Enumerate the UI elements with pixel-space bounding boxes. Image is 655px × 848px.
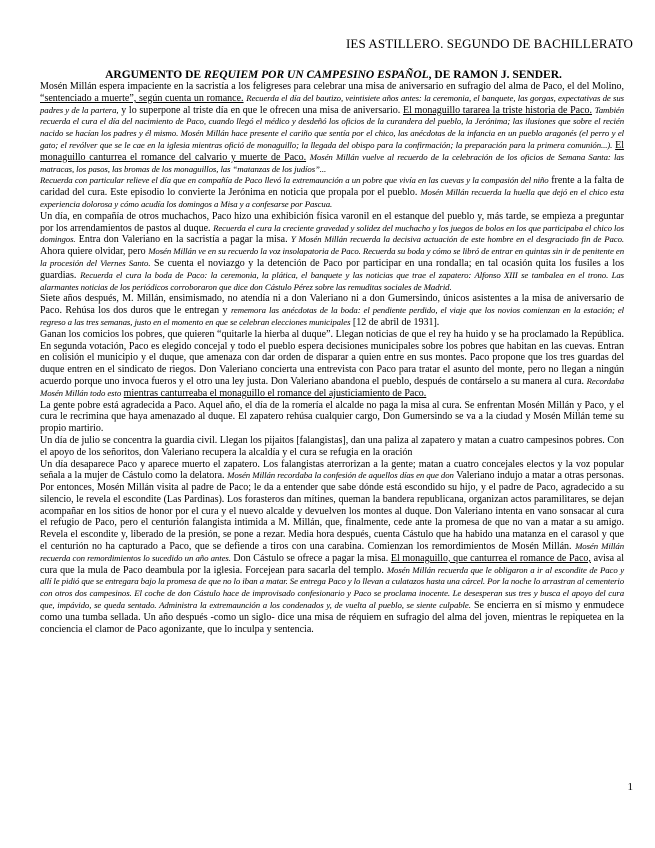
body-text: Ganan los comicios los pobres, que quieren “quitarle la hierba al duque”. Llegan noticias de que el rey ha huido y se ha proclamado la República. En segunda votación, Paco es elegido concejal y todo el pueblo espera decisiones municipales sobre los pobres que habitan en las cuevas. Entran en colisión el municipio y el duque, que amenaza con dar orden de disparar a quien entre en sus montes. Paco propone que los tres guardas del duque entren en el sindicato de riegos. Don Valeriano concierta una entrevista con Paco para tratar el asunto del monte, pero no llegan a ningún acuerdo porque uno invoca fueros y el otro una ley justa. Don Valeriano abandona el pueblo, después de contárselo a su manera al cura. <box>40 328 624 387</box>
italic-summary-text: Mosén Millán recordaba la confesión de aquellos días en que don <box>227 470 454 481</box>
title-suffix: , DE RAMON J. SENDER. <box>428 69 562 81</box>
body-text: [12 de abril de 1931]. <box>350 316 440 328</box>
body-text: Valeriano indujo a matar a otras personas. Por entonces, Mosén Millán visita al padre de Paco; le da a entender que sabe dónde está escondido su hijo, y el padre de Paco, agradecido a su silencio, le revela el escondite (Las Pardinas). Los forasteros dan mítines, queman la bandera republicana, organizan actos paramilitares, se dejan acompañar en los sitios de honor por el cura y el nuevo alcalde y devuelven los montes al duque. Don Valeriano intenta en vano sonsacar al cura el refugio de Paco, pero el centurión falangista intimida a M. Millán, que, finalmente, cede ante la promesa de que no van a matar a su amigo. Revela el escondite y, liberado de la presión, se pone a rezar. Media hora después, cuenta Cástulo que ha habido una matanza en el carasol y que el centurión no ha capturado a Paco, que se defiende a tiros con una carabina. Comienzan los remordimientos de Mosén Millán. <box>40 470 624 553</box>
page-number: 1 <box>627 781 633 793</box>
italic-summary-text: Recuerda el cura la creciente gravedad y solidez del muchacho y los juegos de bolos en los que participaba el chico los domingos. <box>40 222 625 245</box>
body-text: avisa al cura que la mula de Paco deambula por la iglesia. Forcejean para sacarla del templo. <box>40 552 624 576</box>
italic-summary-text: Recordaba Mosén Millán todo esto <box>40 375 624 398</box>
italic-summary-text: También recuerda el cura el día del nacimiento de Paco, cuando llegó el médico y desdeñó los oficios de la curandera del pueblo, la Jerónima; las ilusiones que sobre el recién nacido se hacían los padres y él mismo. Mosén Millán hace presente el cariño que sentía por el chico, las anécdotas de la infancia en un pueblo aragonés (el perro y el gato; el revólver que se le cae en la iglesia mientras ofició de monaguillo; la llegada del obispo para la confirmación; la preparación para la primera comunión...). <box>40 104 625 150</box>
page-header: IES ASTILLERO. SEGUNDO DE BACHILLERATO <box>345 36 633 51</box>
body-text: Siete años después, M. Millán, ensimismado, no atendía ni a don Valeriano ni a don Gumersindo, únicos asistentes a la misa de aniversario de Paco. Rehúsa los dos duros que le entregan y <box>40 293 624 317</box>
underlined-romance-text: “sentenciado a muerte”, según cuenta un romance. <box>40 92 244 104</box>
italic-summary-text: Mosén Millán recuerda la huella que dejó en el chico esta experiencia dolorosa y cómo acudía los domingos a Misa y a confesarse por Pascua. <box>40 187 624 209</box>
paragraph-p7 <box>40 435 624 459</box>
italic-summary-text: Mosén Millán vuelve al recuerdo de la celebración de los oficios de Semana Santa: las matracas, los pasos, las bromas de los monaguillos, las “matanzas de los judíos”... <box>40 151 625 174</box>
paragraph-p8 <box>40 459 624 636</box>
italic-summary-text: Mosén Millán recuerda con remordimientos lo sucedido un año antes. <box>40 541 624 563</box>
document-title <box>40 69 627 81</box>
italic-summary-text: Mosén Millán recuerda que le obligaron a ir al escondite de Paco y allí le pidió que se entregara bajo la promesa de que no lo iban a matar. Se entrega Paco y lo llevan a culatazos hasta una cárcel. Por la noche lo arrastran al cementerio con otros dos campesinos. El coche de don Cástulo hace de improvisado confesionario y Paco se proclama inocente. Le desesperan sus tres y busca el apoyo del cura que, impávido, se queda sentado. Administra la extremaunción a los condenados y, de vuelta al pueblo, se siente culpable. <box>40 564 624 611</box>
italic-summary-text: rememora las anécdotas de la boda: el pendiente perdido, el viaje que los novios comienzan en la estación; el regreso a las tres semanas, justo en el momento en que se celebran elecciones municipales <box>40 305 624 327</box>
body-text: Don Cástulo se ofrece a pagar la misa. <box>230 552 391 564</box>
body-text: Se cuenta el noviazgo y la detención de Paco por participar en una rondalla; en tal ocasión quita los fusiles a los guardias. <box>40 257 624 281</box>
title-prefix: ARGUMENTO DE <box>105 69 204 81</box>
body-text: Se encierra en sí mismo y enmudece como una tumba sellada. Un año después -como un siglo- dice una misa de réquiem en sufragio del alma del joven, mientras le repiquetea en la conciencia el clamor de Paco agonizante, que lo inculpa y sentencia. <box>40 600 624 635</box>
italic-summary-text: Recuerda el cura la boda de Paco: la ceremonia, la plática, el banquete y las noticias que trae el zapatero: Alfonso XIII se tambalea en el trono. Las alarmantes noticias de los periódicos corroboraron que dice don Cástulo Pérez sobre las remuditas sociales de Madrid. <box>40 269 624 292</box>
body-text: Un día, en compañía de otros muchachos, Paco hizo una exhibición física varonil en el estanque del pueblo y, más tarde, se empieza a preguntar por los arrendamientos de pastos al duque. <box>40 210 624 234</box>
body-text: y lo superpone al triste día en que le ofrecen una misa de aniversario. <box>118 104 403 116</box>
italic-summary-text: Recuerda con particular relieve el día que en compañía de Paco llevó la extremaunción a un pobre que vivía en las cuevas y la compasión del niño <box>40 175 549 186</box>
underlined-romance-text: El monaguillo tararea la triste historia de Paco. <box>402 104 593 116</box>
body-text: Ahora quiere olvidar, pero <box>40 246 149 258</box>
body-text: Entra don Valeriano en la sacristía a pagar la misa. <box>75 234 291 246</box>
title-work: REQUIEM POR UN CAMPESINO ESPAÑOL <box>203 69 429 81</box>
italic-summary-text: Mosén Millán ve en su recuerdo la voz insolapatoria de Paco. Recuerda su boda y cómo se libró de entrar en quintas sin ir de penitente en la procesión del Viernes Santo. <box>40 246 624 268</box>
italic-summary-text: Recuerda el día del bautizo, veintisiete años antes: la ceremonia, el banquete, las gorgas, expectativas de sus padres y de la partera, <box>40 92 624 115</box>
italic-summary-text: Y Mosén Millán recuerda la decisiva actuación de este hombre en el desgraciado fin de Paco. <box>290 234 624 245</box>
underlined-romance-text: El monaguillo, que canturrea el romance de Paco, <box>390 552 591 564</box>
paragraph-p6 <box>40 400 624 435</box>
body-text: Un día de julio se concentra la guardia civil. Llegan los pijaitos [falangistas], dan una paliza al zapatero y matan a cuatro campesinos pobres. Con el apoyo de los señoritos, don Valeriano recupera la alcaldía y el cura se refugia en la oración <box>40 434 624 458</box>
underlined-romance-text: El monaguillo canturrea el romance del calvario y muerte de Paco. <box>40 139 625 163</box>
document-body <box>40 81 624 635</box>
paragraph-p3 <box>40 211 624 294</box>
body-text: Mosén Millán espera impaciente en la sacristía a los feligreses para celebrar una misa de aniversario en sufragio del alma de Paco, el del Molino, <box>40 81 624 92</box>
paragraph-p1 <box>40 81 624 175</box>
body-text: Un día desaparece Paco y aparece muerto el zapatero. Los falangistas aterrorizan a la gente; matan a cuatro concejales electos y la voz popular señala a la mujer de Cástulo como la delatora. <box>40 458 624 482</box>
paragraph-p2 <box>40 175 624 210</box>
paragraph-p5 <box>40 329 624 400</box>
underlined-romance-text: mientras canturreaba el monaguillo el romance del ajusticiamiento de Paco. <box>123 387 427 399</box>
body-text: La gente pobre está agradecida a Paco. Aquel año, el día de la romería el alcalde no paga la misa al cura. Se enfrentan Mosén Millán y Paco, y el cura le recrimina que haya amenazado al duque. El zapatero rehúsa cualquier cargo, Don Gumersindo se va a la ciudad y Mosén Millán teme su propio martirio. <box>40 399 624 435</box>
body-text: frente a la falta de caridad del cura. Este episodio lo convierte la Jerónima en noticia que propala por el pueblo. <box>40 175 624 199</box>
paragraph-p4 <box>40 293 624 328</box>
